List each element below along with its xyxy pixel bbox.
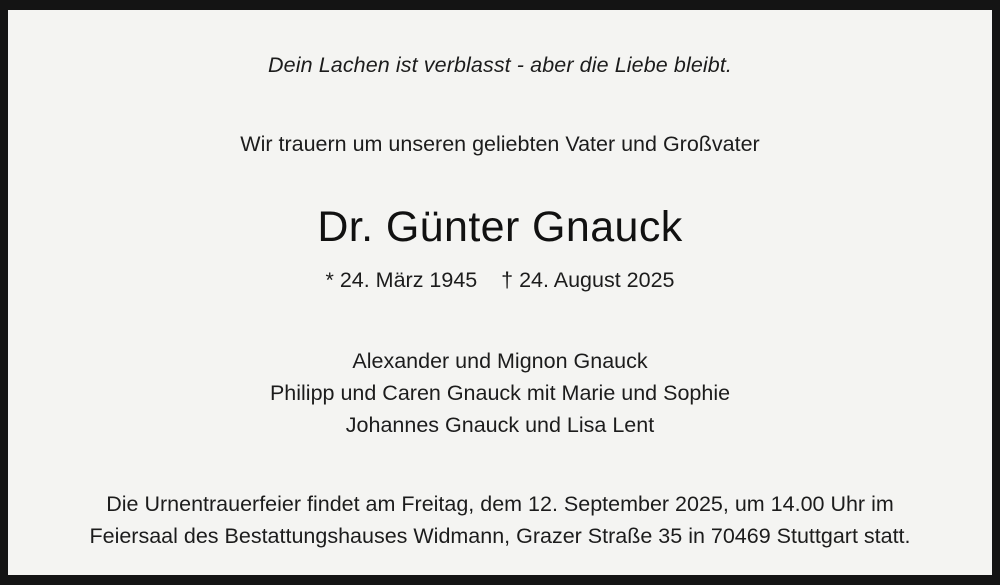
service-line: Feiersaal des Bestattungshauses Widmann, Grazer Straße 35 in 70469 Stuttgart statt. (89, 523, 911, 548)
obituary-intro-text: Wir trauern um unseren geliebten Vater und Großvater (240, 131, 760, 156)
service-line: Die Urnentrauerfeier findet am Freitag, dem 12. September 2025, um 14.00 Uhr im (106, 492, 894, 517)
list-item: Philipp und Caren Gnauck mit Marie und Sophie (269, 381, 731, 405)
funeral-service-details (42, 489, 958, 552)
list-item: Johannes Gnauck und Lisa Lent (345, 413, 655, 438)
surviving-family-list (42, 345, 958, 441)
deceased-name: Dr. Günter Gnauck (317, 202, 683, 251)
birth-death-dates: * 24. März 1945 † 24. August 2025 (325, 268, 675, 293)
obituary-motto: Dein Lachen ist verblasst - aber die Liebe bleibt. (268, 53, 732, 77)
obituary-content (8, 10, 992, 552)
list-item: Alexander und Mignon Gnauck (352, 348, 648, 373)
